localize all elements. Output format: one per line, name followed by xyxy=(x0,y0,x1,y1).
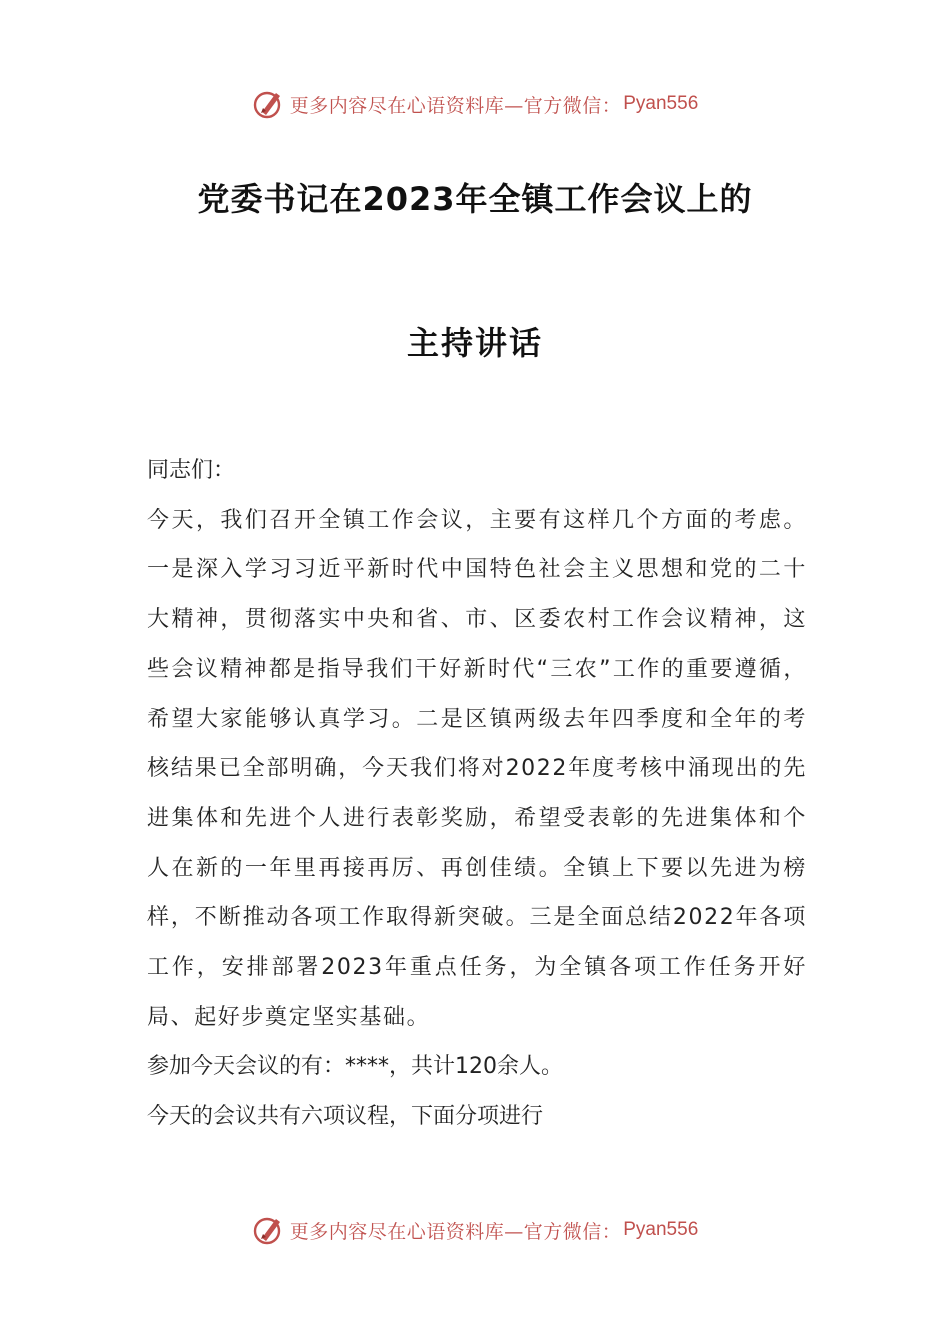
document-title-line1: 党委书记在2023年全镇工作会议上的 xyxy=(197,180,753,218)
pen-logo-icon xyxy=(252,1213,286,1247)
watermark-wechat-id: Pyan556 xyxy=(623,1219,699,1240)
document-body xyxy=(147,446,807,1142)
watermark-footer xyxy=(0,1212,950,1248)
salutation: 同志们： xyxy=(147,458,236,483)
watermark-text: 更多内容尽在心语资料库—官方微信： xyxy=(289,94,622,117)
paragraph-attendees: 参加今天会议的有：****，共计120余人。 xyxy=(147,1054,563,1080)
paragraph-main: 今天，我们召开全镇工作会议，主要有这样几个方面的考虑。一是深入学习习近平新时代中国特色社会主义思想和党的二十大精神，贯彻落实中央和省、市、区委农村工作会议精神，这些会议精神都是指导我们干好新时代“三农”工作的重要遵循，希望大家能够认真学习。二是区镇两级去年四季度和全年的考核结果已全部明确，今天我们将对2022年度考核中涌现出的先进集体和先进个人进行表彰奖励，希望受表彰的先进集体和个人在新的一年里再接再厉、再创佳绩。全镇上下要以先进为榜样，不断推动各项工作取得新突破。三是全面总结2022年各项工作，安排部署2023年重点任务，为全镇各项工作任务开好局、起好步奠定坚实基础。 xyxy=(147,507,807,1030)
document-title-line2: 主持讲话 xyxy=(406,324,543,362)
watermark-wechat-id: Pyan556 xyxy=(623,93,699,114)
pen-logo-icon xyxy=(252,87,286,121)
watermark-text: 更多内容尽在心语资料库—官方微信： xyxy=(289,1220,622,1243)
watermark-header xyxy=(0,86,950,122)
paragraph-agenda: 今天的会议共有六项议程，下面分项进行 xyxy=(147,1104,544,1130)
